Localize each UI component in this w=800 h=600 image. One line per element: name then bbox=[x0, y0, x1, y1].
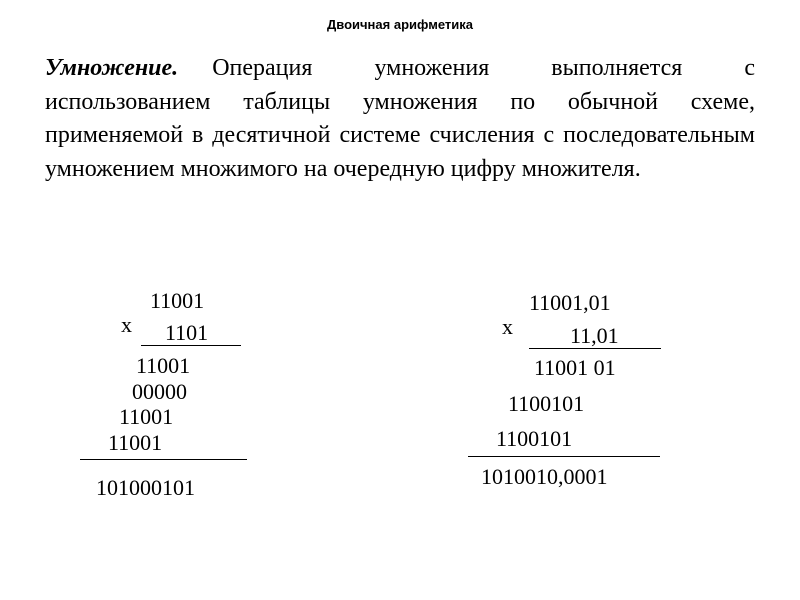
partial-product-4: 11001 bbox=[108, 430, 163, 455]
slide-title: Двоичная арифметика bbox=[327, 17, 473, 32]
multiplier: 1101 bbox=[165, 320, 209, 345]
sum-rule bbox=[468, 456, 660, 457]
multiplier: 11,01 bbox=[570, 323, 619, 348]
multiplicand: 11001,01 bbox=[529, 290, 611, 315]
partial-product-3: 11001 bbox=[119, 404, 174, 429]
partial-product-2: 00000 bbox=[132, 379, 187, 404]
multiplication-rule bbox=[529, 348, 661, 349]
multiply-sign: x bbox=[502, 314, 513, 339]
partial-product-1: 11001 01 bbox=[534, 355, 616, 380]
partial-product-3: 1100101 bbox=[496, 426, 573, 451]
definition-text: Операция умножения выполняется с использованием таблицы умножения по обычной схеме, применяемой в десятичной системе счисления с последовательным умножением множимого на очередную цифру множителя. bbox=[45, 55, 755, 182]
partial-product-1: 11001 bbox=[136, 353, 191, 378]
definition-paragraph bbox=[45, 52, 755, 186]
multiplication-rule bbox=[141, 345, 241, 346]
sum-rule bbox=[80, 459, 247, 460]
definition-term: Умножение. bbox=[45, 55, 179, 81]
partial-product-2: 1100101 bbox=[508, 391, 585, 416]
product-result: 1010010,0001 bbox=[481, 464, 608, 489]
multiplicand: 11001 bbox=[150, 288, 205, 313]
product-result: 101000101 bbox=[96, 475, 195, 500]
multiply-sign: x bbox=[121, 312, 132, 337]
